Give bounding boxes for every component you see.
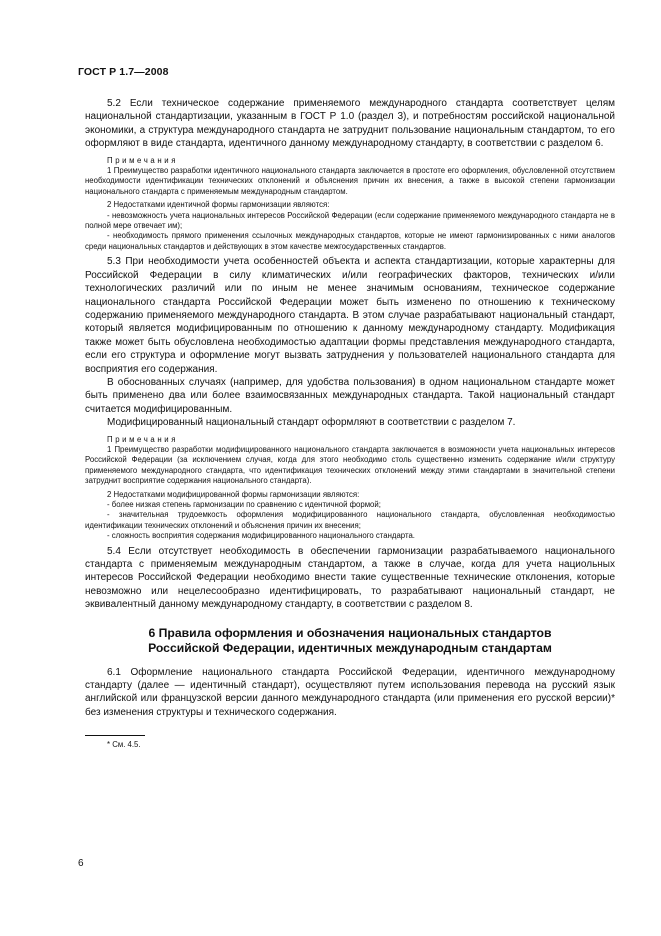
note-2-item-a: - более низкая степень гармонизации по сравнению с идентичной формой; — [107, 500, 381, 509]
note-2: 2 Недостатками модифицированной формы гармонизации являются: — [107, 489, 360, 499]
section-6-heading-line-2: Российской Федерации, идентичных международным стандартам — [148, 640, 552, 655]
notes-block-modified — [85, 435, 615, 542]
footnote-separator — [85, 735, 145, 736]
note-2-item-c: - сложность восприятия содержания модифицированного национального стандарта. — [107, 531, 415, 541]
note-2: 2 Недостатками идентичной формы гармонизации являются: — [107, 200, 330, 210]
clause-5-3-paragraph-3: Модифицированный национальный стандарт оформляют в соответствии с разделом 7. — [107, 417, 516, 429]
note-2-item-b: - значительная трудоемкость оформления модифицированного национального стандарта, обусловленная необходимостью идентификации технических отклонений и объяснения причин их внесения; — [85, 510, 615, 530]
note-1: 1 Преимущество разработки модифицированного национального стандарта заключается в возможности учета национальных интересов Российской Федерации (за исключением случая, когда для этого необходимо столь существенно изменить содержание и/или структуру применяемого международного стандарта, что идентификация технических отклонений между этими стандартами в значительной степени затруднит восприятие содержания национального стандарта). — [85, 444, 615, 486]
clause-5-2: 5.2 Если техническое содержание применяемого международного стандарта соответствует целям национальной стандартизации, указанным в ГОСТ Р 1.0 (раздел 3), и потребностям российской национальной экономики, а структура международного стандарта не затруднит пользование национальным стандартом, то его оформляют в виде стандарта, идентичного данному международному стандарту, в соответствии с разделом 6. — [85, 98, 615, 150]
notes-heading: Примечания — [107, 434, 179, 444]
note-2-item-a: - невозможность учета национальных интересов Российской Федерации (если содержание применяемого международного стандарта не в полной мере отвечает им); — [85, 210, 615, 231]
page-header-standard-code: ГОСТ Р 1.7—2008 — [78, 66, 169, 78]
notes-heading: Примечания — [107, 155, 179, 165]
clause-5-4: 5.4 Если отсутствует необходимость в обеспечении гармонизации разрабатываемого национального стандарта с применяемым международным стандартом, а также в случае, когда для учета нациольных интересов Российской Федерации необходимо внести такие существенные технические отклонения, которые невозможно или нецелесообразно идентифицировать, то разрабатывают национальный стандарт, не эквивалентный данному международному стандарту, в соответствии с разделом 8. — [85, 545, 615, 611]
clause-5-3-paragraph-2: В обоснованных случаях (например, для удобства пользования) в одном национальном стандарте может быть применено два или более взаимосвязанных международных стандарта. Такой национальный стандарт считается модифицированным. — [85, 376, 615, 415]
note-2-item-b: - необходимость прямого применения ссылочных международных стандартов, которые не имеют гармонизированных с ними аналогов среди национальных стандартов и действующих в этом качестве межгосударственных стандартов. — [85, 231, 615, 251]
section-6-heading-line-1: 6 Правила оформления и обозначения национальных стандартов — [148, 625, 552, 640]
note-1: 1 Преимущество разработки идентичного национального стандарта заключается в простоте его оформления, обусловленной отсутствием необходимости идентификации технических отклонений и объяснения причин их внесения, а также в высокой степени гармонизации национального стандарта с применяемым международным стандартом. — [85, 166, 615, 196]
footnote: * См. 4.5. — [107, 740, 141, 750]
page-number: 6 — [78, 858, 84, 869]
clause-5-3: 5.3 При необходимости учета особенностей объекта и аспекта стандартизации, которые характерны для Российской Федерации в силу климатических и/или географических факторов, технических и/или технологических различий или по иным не менее значимым основаниям, техническое содержание национального стандарта Российской Федерации может быть изменено по отношению к техническому содержанию применяемого международного стандарта. В этом случае разрабатывают национальный стандарт, который является модифицированным по отношению к данному международному стандарту. Модификация также может быть обусловлена необходимостью адаптации формы представления международного стандарта, если его структура и оформление могут вызвать затруднения у пользователей национального стандарта для восприятия его содержания. — [85, 256, 615, 375]
notes-block-identical — [85, 156, 615, 253]
section-6-heading — [85, 626, 615, 656]
clause-6-1: 6.1 Оформление национального стандарта Российской Федерации, идентичного международному стандарту (далее — идентичный стандарт), осуществляют путем использования перевода на русский язык английской или французской версии данного международного стандарта (или применения его русской версии)* без изменения структуры и технического содержания. — [85, 666, 615, 718]
document-body — [85, 97, 615, 750]
